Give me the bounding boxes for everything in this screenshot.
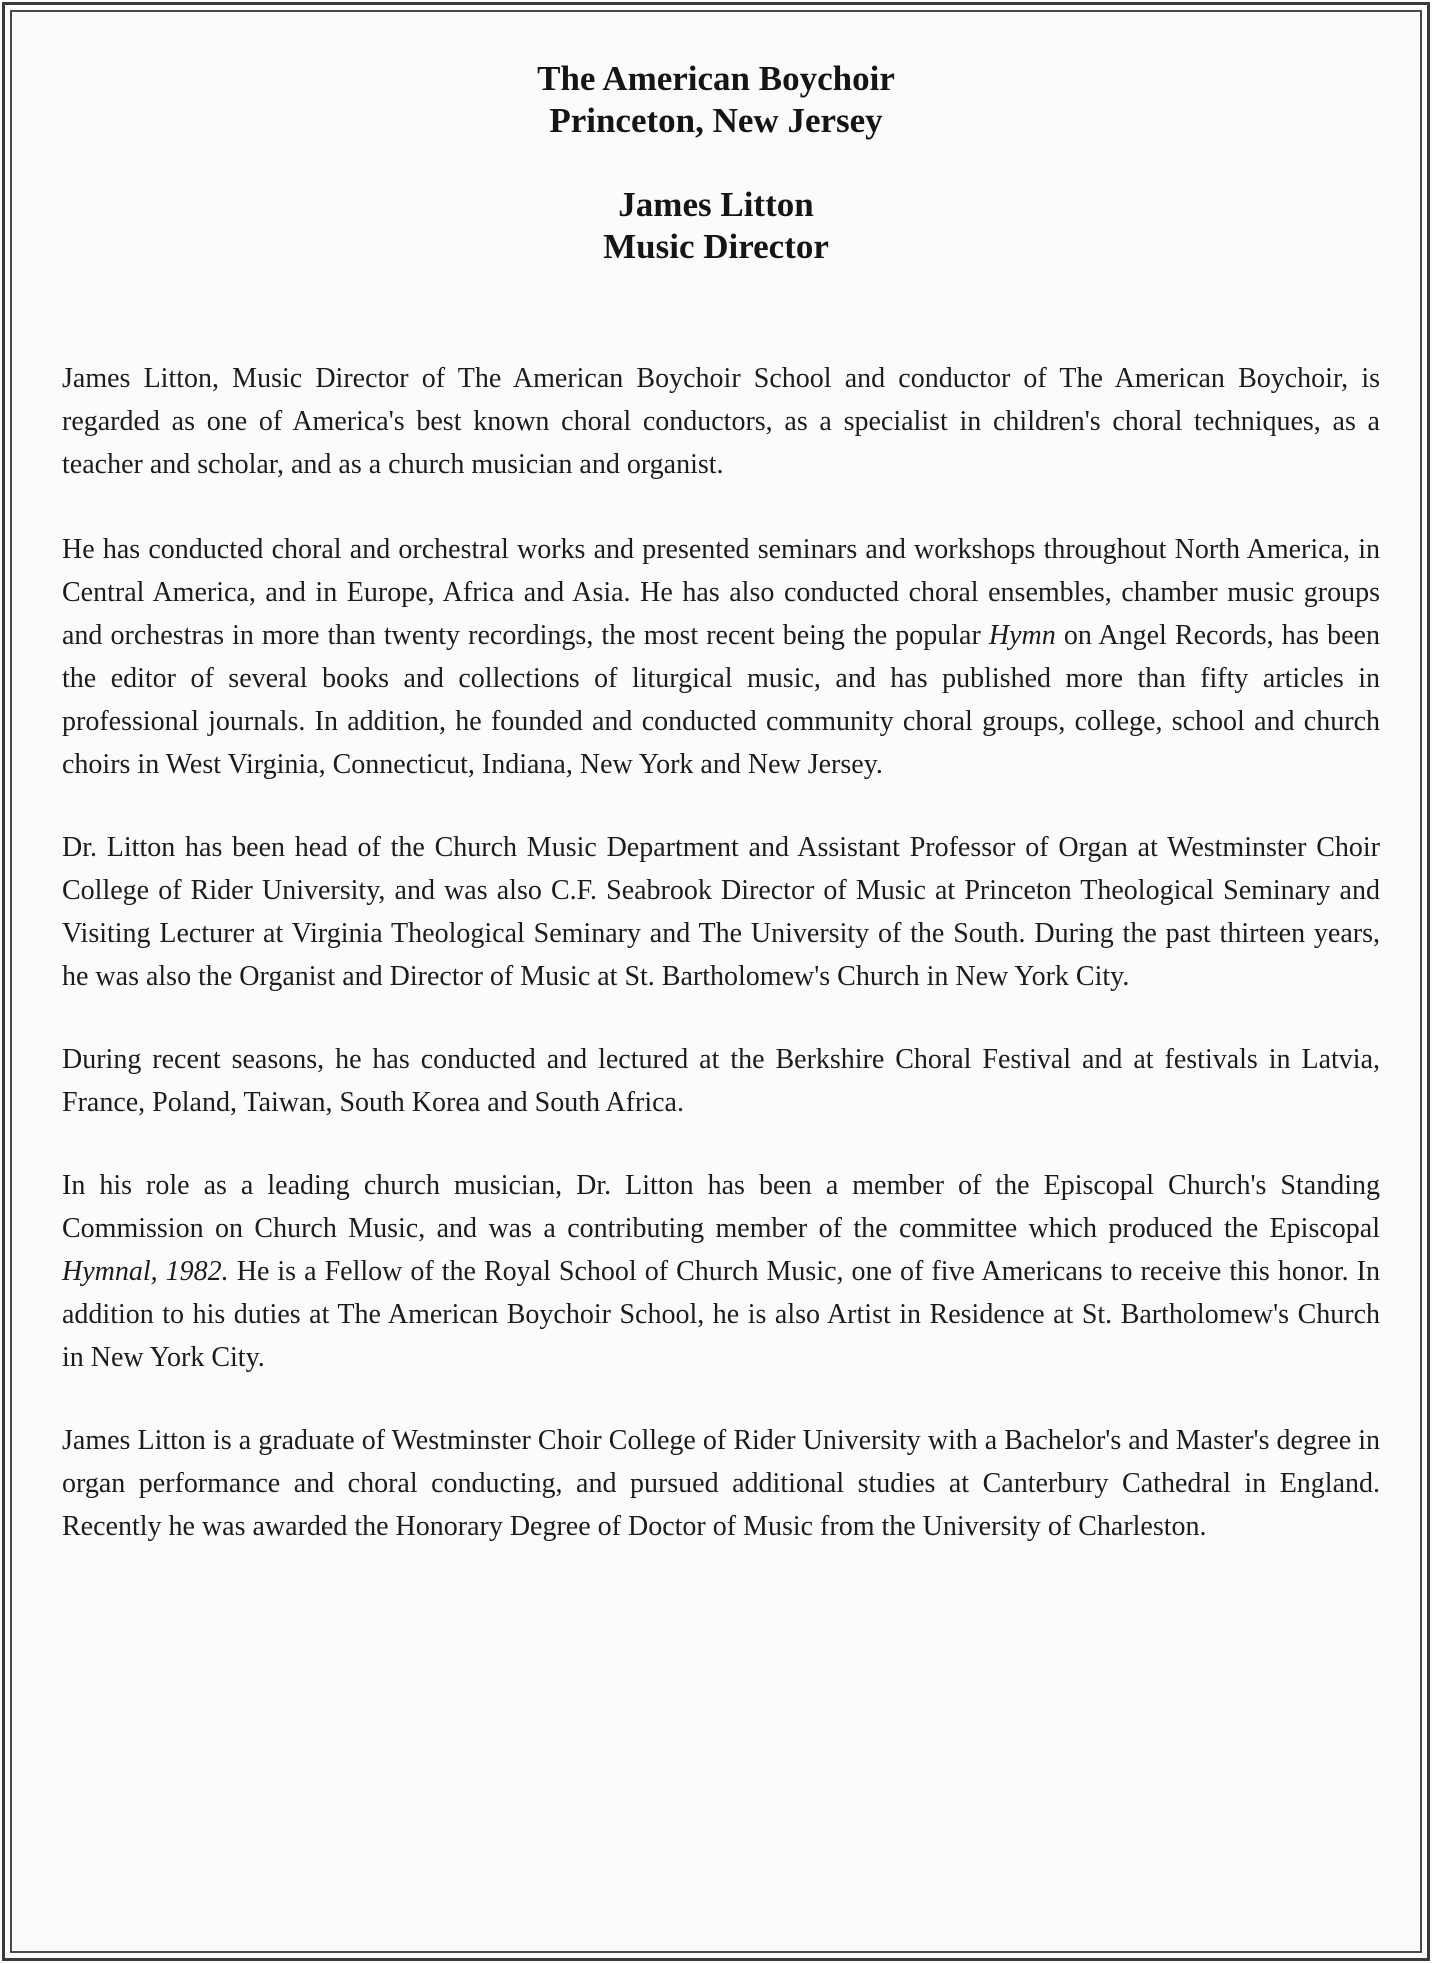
paragraph-education xyxy=(62,1419,1380,1548)
recording-title: Hymn xyxy=(988,620,1056,651)
hymnal-title: Hymnal, 1982. xyxy=(62,1256,229,1287)
paragraph-intro-text: James Litton, Music Director of The American Boychoir School and conductor of The American Boychoir, is regarded as one of America's best known choral conductors, as a specialist in children's choral techniques, as a teacher and scholar, and as a church musician and organist. xyxy=(62,363,1380,480)
document-header xyxy=(0,58,1432,268)
paragraph-education-text: James Litton is a graduate of Westminster Choir College of Rider University with a Bachelor's and Master's degree in organ performance and choral conducting, and pursued additional studies at Canterbury Cathedral in England. Recently he was awarded the Honorary Degree of Doctor of Music from the University of Charleston. xyxy=(62,1425,1380,1542)
director-title: Music Director xyxy=(603,227,829,266)
paragraph-positions-text: Dr. Litton has been head of the Church Music Department and Assistant Professor of Organ at Westminster Choir College of Rider University, and was also C.F. Seabrook Director of Music at Princeton Theological Seminary and Visiting Lecturer at Virginia Theological Seminary and The University of the South. During the past thirteen years, he was also the Organist and Director of Music at St. Bartholomew's Church in New York City. xyxy=(62,832,1380,992)
paragraph-conducting-text-1: He has conducted choral and orchestral works and presented seminars and workshops throughout North America, in Central America, and in Europe, Africa and Asia. He has also conducted choral ensembles, chamber music groups and orchestras in more than twenty recordings, the most recent being the popular xyxy=(62,534,1380,651)
director-name: James Litton xyxy=(618,185,814,224)
organization-location: Princeton, New Jersey xyxy=(549,101,883,140)
paragraph-conducting xyxy=(62,528,1380,786)
biography-body xyxy=(62,357,1380,1590)
paragraph-positions xyxy=(62,826,1380,998)
paragraph-intro xyxy=(62,357,1380,486)
paragraph-festivals-text: During recent seasons, he has conducted and lectured at the Berkshire Choral Festival and at festivals in Latvia, France, Poland, Taiwan, South Korea and South Africa. xyxy=(62,1044,1380,1118)
paragraph-conducting-text-2: on Angel Records, has been the editor of several books and collections of liturgical music, and has published more than fifty articles in professional journals. In addition, he founded and conducted community choral groups, college, school and church choirs in West Virginia, Connecticut, Indiana, New York and New Jersey. xyxy=(62,620,1380,780)
paragraph-church-role-text-1: In his role as a leading church musician, Dr. Litton has been a member of the Episcopal Church's Standing Commission on Church Music, and was a contributing member of the committee which produced the Episcopal xyxy=(62,1170,1380,1244)
organization-name: The American Boychoir xyxy=(537,59,895,98)
paragraph-festivals xyxy=(62,1038,1380,1124)
paragraph-church-role-text-2: He is a Fellow of the Royal School of Church Music, one of five Americans to receive this honor. In addition to his duties at The American Boychoir School, he is also Artist in Residence at St. Bartholomew's Church in New York City. xyxy=(62,1256,1380,1373)
paragraph-church-role xyxy=(62,1164,1380,1379)
